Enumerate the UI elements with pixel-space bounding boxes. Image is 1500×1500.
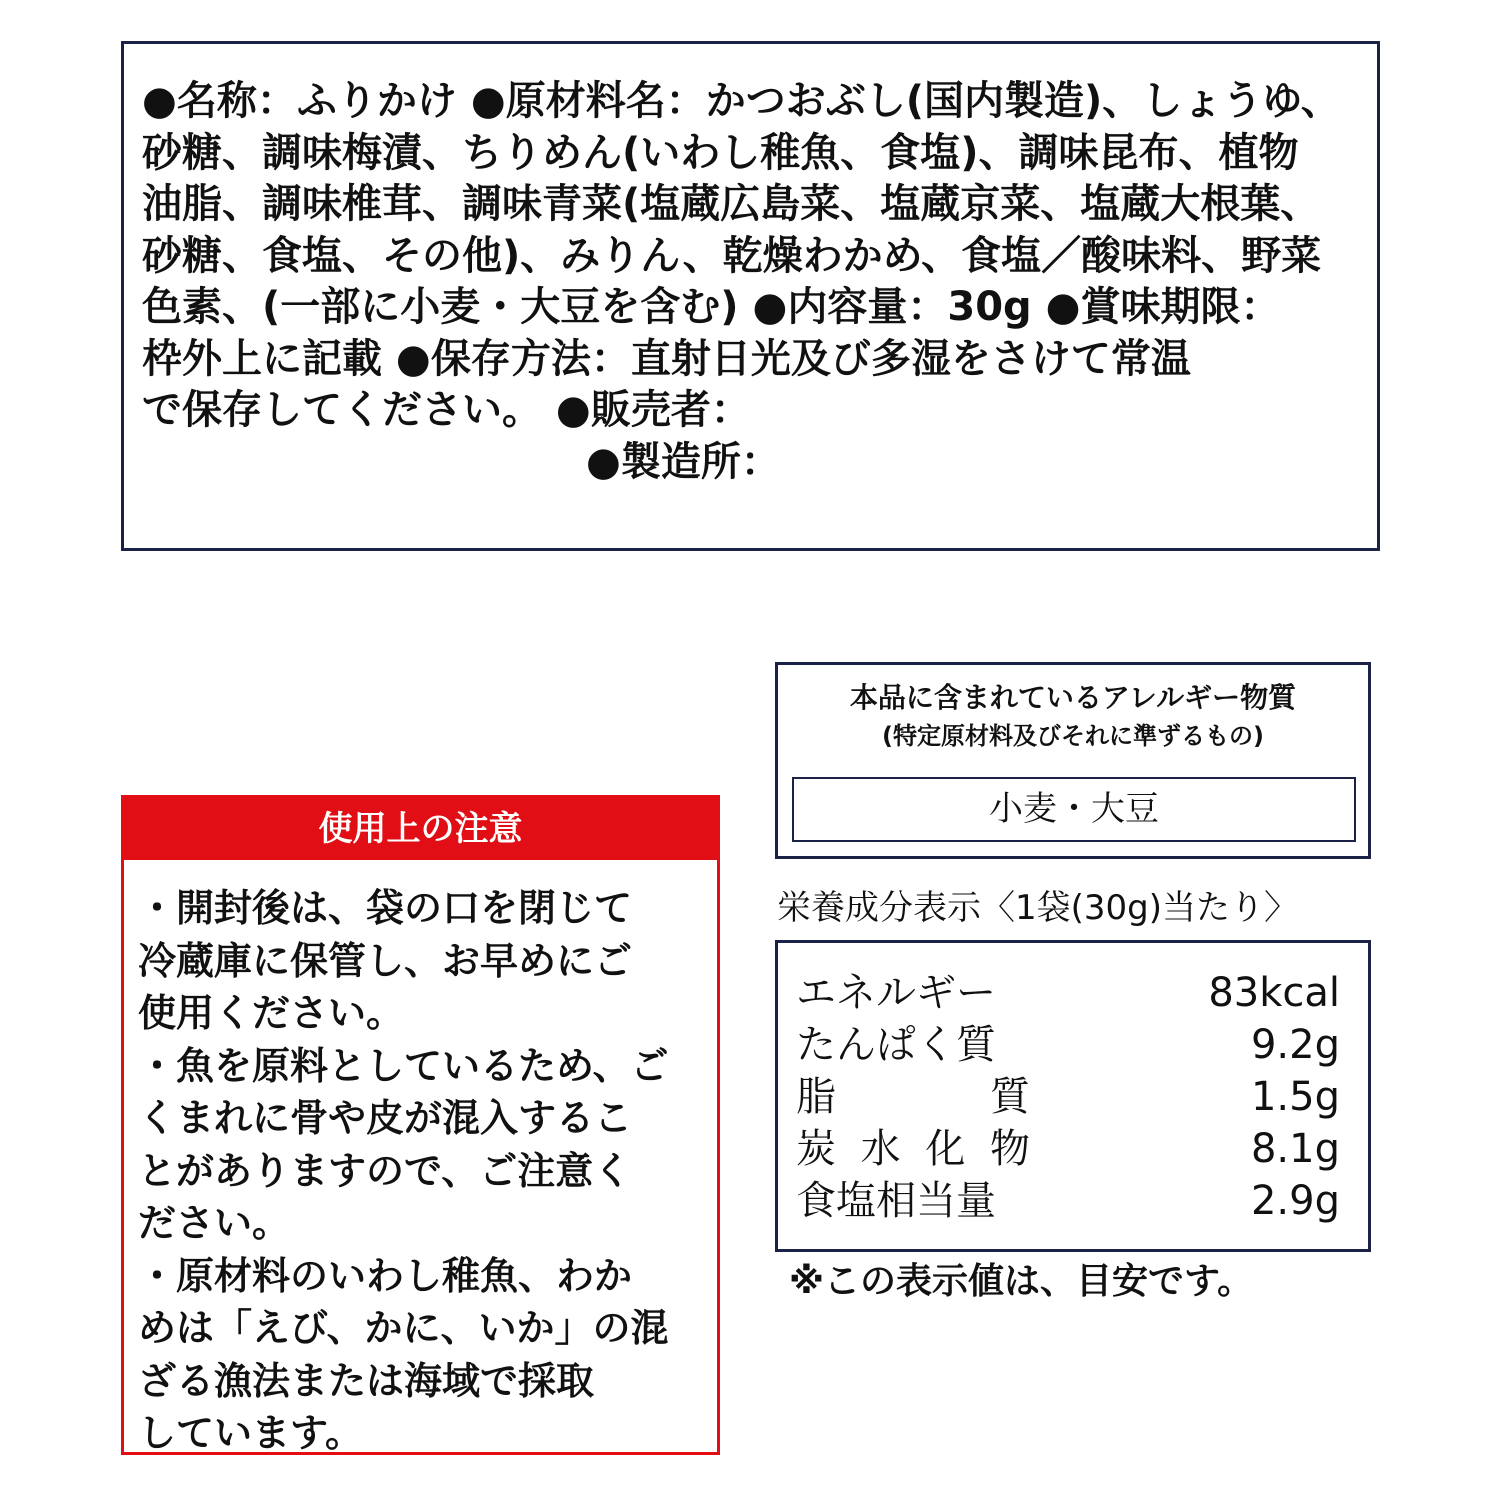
nutrition-title: 栄養成分表示〈1袋(30g)当たり〉	[777, 888, 1299, 928]
info-line: 枠外上に記載 ●保存方法：直射日光及び多湿をさけて常温	[142, 335, 1191, 382]
nutrition-table	[775, 940, 1371, 1252]
nutrition-value: 1.5g	[1250, 1074, 1340, 1120]
nutrition-row-carbohydrate	[796, 1123, 1340, 1175]
nutrition-row-energy	[796, 967, 1340, 1019]
nutrition-label: たんぱく質	[796, 1022, 996, 1068]
caution-body	[124, 860, 717, 1460]
nutrition-label: 食塩相当量	[796, 1178, 996, 1224]
caution-line: しています。	[138, 1411, 363, 1455]
caution-line: ・原材料のいわし稚魚、わか	[138, 1253, 633, 1298]
allergy-title: 本品に含まれているアレルギー物質	[849, 681, 1297, 714]
caution-box	[121, 795, 720, 1455]
nutrition-value: 9.2g	[1250, 1022, 1340, 1068]
caution-title: 使用上の注意	[124, 798, 717, 860]
nutrition-label-char: 物	[989, 1126, 1030, 1172]
nutrition-label	[796, 1123, 1030, 1175]
nutrition-label-char: 化	[925, 1126, 966, 1172]
nutrition-label-char: 脂	[796, 1074, 836, 1120]
nutrition-value: 83kcal	[1208, 970, 1340, 1016]
nutrition-value: 2.9g	[1250, 1178, 1340, 1224]
nutrition-row-protein	[796, 1019, 1340, 1071]
nutrition-value: 8.1g	[1250, 1126, 1340, 1172]
nutrition-label-char: 水	[860, 1126, 901, 1172]
allergy-subtitle: (特定原材料及びそれに準ずるもの)	[882, 722, 1264, 750]
allergy-value: 小麦・大豆	[792, 777, 1356, 842]
allergy-box	[775, 662, 1371, 859]
info-line: ●名称：ふりかけ ●原材料名：かつおぶし(国内製造)、しょうゆ、	[142, 78, 1341, 124]
caution-line: ・開封後は、袋の口を閉じて	[138, 886, 633, 930]
caution-line: めは「えび、かに、いか」の混	[138, 1306, 669, 1350]
info-line: 砂糖、調味梅漬、ちりめん(いわし稚魚、食塩)、調味昆布、植物	[142, 129, 1299, 176]
product-info-box	[121, 41, 1380, 551]
caution-line: ださい。	[138, 1201, 291, 1245]
caution-line: くまれに骨や皮が混入するこ	[138, 1096, 633, 1140]
info-line: で保存してください。 ●販売者：	[142, 387, 751, 433]
nutrition-row-fat	[796, 1071, 1340, 1123]
caution-line: ざる漁法または海域で採取	[138, 1358, 595, 1403]
info-line: 色素、(一部に小麦・大豆を含む) ●内容量：30g ●賞味期限：	[142, 284, 1281, 330]
nutrition-label-char: 質	[990, 1074, 1030, 1120]
caution-line: ・魚を原料としているため、ご	[138, 1043, 669, 1088]
nutrition-row-salt	[796, 1175, 1340, 1227]
info-line: 砂糖、食塩、その他)、みりん、乾燥わかめ、食塩／酸味料、野菜	[142, 232, 1322, 279]
nutrition-label	[796, 1071, 1030, 1123]
caution-line: とがありますので、ご注意く	[138, 1148, 632, 1193]
nutrition-label-char: 炭	[796, 1126, 836, 1172]
info-line-manufacturer: ●製造所：	[586, 438, 781, 485]
info-line: 油脂、調味椎茸、調味青菜(塩蔵広島菜、塩蔵京菜、塩蔵大根葉、	[142, 181, 1321, 227]
nutrition-note: ※この表示値は、目安です。	[789, 1261, 1254, 1302]
nutrition-label: エネルギー	[796, 970, 996, 1016]
caution-line: 使用ください。	[138, 991, 405, 1035]
caution-line: 冷蔵庫に保管し、お早めにご	[138, 938, 633, 983]
